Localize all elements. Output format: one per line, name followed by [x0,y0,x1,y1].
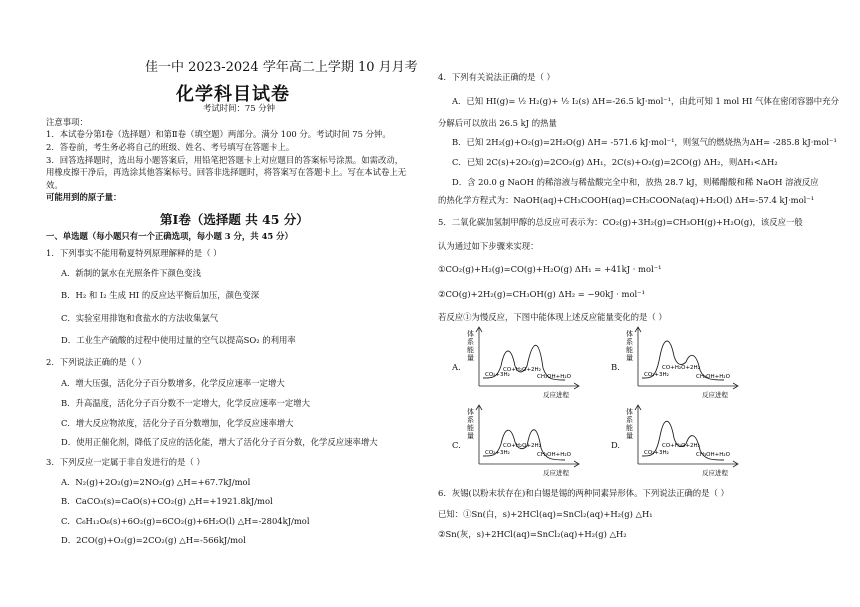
q5-stem-cont: 认为通过如下步骤来实现： [438,241,539,251]
y-axis-label-char: 系 [467,338,474,346]
section1-title: 第Ⅰ卷（选择题 共 45 分） [160,212,309,227]
q5-option-b: B. [611,362,620,372]
q4-option-d: D．含 20.0 g NaOH 的稀溶液与稀盐酸完全中和，放热 28.7 kJ，则稀醋酸和稀 NaOH 溶液反应 [452,177,819,187]
y-axis-label-char: 体 [467,408,474,416]
q1-option-d: D．工业生产硫酸的过程中使用过量的空气以提高SO₂ 的利用率 [61,335,296,345]
part1-title: 一、单选题（每小题只有一个正确选项，每小题 3 分，共 45 分） [46,231,293,241]
y-axis-label-char: 能 [626,424,633,432]
q4-option-d-cont: 的热化学方程式为：NaOH(aq)+CH₃COOH(aq)=CH₃COONa(aq)+H₂O(l) ΔH=-57.4 kJ·mol⁻¹ [438,195,815,205]
label-products: CH₃OH+H₂O [696,374,730,380]
label-reactants: CO₂+3H₂ [485,450,510,456]
note-line: 2．答卷前，考生务必将自己的班级、姓名、考号填写在答题卡上。 [46,142,295,152]
q5-stem: 5．二氧化碳加氢制甲醇的总反应可表示为：CO₂(g)+3H₂(g)=CH₃OH(g)+H₂O(g)，该反应一般 [438,217,803,227]
q1-option-c: C．实验室用排饱和食盐水的方法收集氯气 [61,313,219,323]
q2-option-b: B．升高温度，活化分子百分数不一定增大，化学反应速率一定增大 [61,398,311,408]
y-axis-label-char: 能 [467,424,474,432]
q6-given-1: 已知：①Sn(白，s)+2HCl(aq)=SnCl₂(aq)+H₂(g) △H₁ [438,509,653,519]
y-axis-label-char: 量 [467,432,474,440]
q3-option-c: C．C₆H₁₂O₆(s)+6O₂(g)=6CO₂(g)+6H₂O(l) △H=-2804kJ/mol [61,516,310,526]
q5-option-d: D. [611,440,621,450]
x-axis-label: 反应进程 [543,469,569,477]
q4-option-a: A．已知 HI(g)= ½ H₂(g)+ ½ I₂(s) ΔH=-26.5 kJ·mol⁻¹，由此可知 1 mol HI 气体在密闭容器中充分 [452,96,839,106]
energy-diagram-a-svg [465,326,585,400]
note-line: 1．本试卷分第Ⅰ卷（选择题）和第Ⅱ卷（填空题）两部分。满分 100 分。考试时间 75 分钟。 [46,129,391,139]
q5-option-a: A. [452,362,461,372]
q4-option-b: B．已知 2H₂(g)+O₂(g)=2H₂O(g) ΔH= -571.6 kJ·mol⁻¹，则氢气的燃烧热为ΔH= -285.8 kJ·mol⁻¹ [452,137,837,147]
notes-heading: 注意事项： [46,117,88,127]
y-axis-label-char: 量 [626,432,633,440]
x-axis-label: 反应进程 [702,469,728,477]
label-products: CH₃OH+H₂O [537,452,571,458]
q3-option-d: D．2CO(g)+O₂(g)=2CO₂(g) △H=-566kJ/mol [61,535,246,545]
exam-title: 佳一中 2023-2024 学年高二上学期 10 月月考 [145,60,418,75]
x-axis-label: 反应进程 [543,391,569,399]
note-line: 效。 [46,180,63,190]
label-intermediate: CO+H₂O+2H₂ [662,365,700,371]
q6-given-2: ②Sn(灰，s)+2HCl(aq)=SnCl₂(aq)+H₂(g) △H₂ [438,529,627,539]
label-reactants: CO₂+3H₂ [644,450,669,456]
q6-stem: 6．灰锡(以粉末状存在)和白锡是锡的两种同素异形体。下列说法正确的是（ ） [438,488,729,498]
label-reactants: CO₂+3H₂ [485,372,510,378]
note-line: 3．回答选择题时，选出每小题答案后，用铅笔把答题卡上对应题目的答案标号涂黑。如需改动， [46,155,404,165]
y-axis-label-char: 体 [467,330,474,338]
q3-stem: 3．下列反应一定属于非自发进行的是（ ） [46,457,205,467]
label-intermediate: CO+H₂O+2H₂ [662,443,700,449]
energy-diagram-c [465,404,585,478]
q5-step1: ①CO₂(g)+H₂(g)=CO(g)+H₂O(g) ΔH₁ = +41kJ · mol⁻¹ [438,264,662,274]
label-intermediate: CO+H₂O+2H₂ [503,367,541,373]
q5-step2: ②CO(g)+2H₂(g)=CH₃OH(g) ΔH₂ = −90kJ · mol⁻¹ [438,289,645,299]
note-line: 用橡皮擦干净后，再选涂其他答案标号。回答非选择题时，将答案写在答题卡上。写在本试卷上无 [46,167,407,177]
y-axis-label-char: 体 [626,408,633,416]
y-axis-label-char: 系 [626,338,633,346]
label-reactants: CO₂+3H₂ [644,372,669,378]
q4-stem: 4．下列有关说法正确的是（ ） [438,72,555,82]
q3-option-b: B．CaCO₃(s)=CaO(s)+CO₂(g) △H=+1921.8kJ/mol [61,496,273,506]
q5-option-c: C. [452,440,461,450]
energy-diagram-c-svg [465,404,585,478]
q4-option-a-cont: 分解后可以放出 26.5 kJ 的热量 [438,118,557,128]
q2-option-a: A．增大压强，活化分子百分数增多，化学反应速率一定增大 [61,378,285,388]
q2-option-d: D．使用正催化剂，降低了反应的活化能，增大了活化分子百分数，化学反应速率增大 [61,437,378,447]
q3-option-a: A．N₂(g)+2O₂(g)=2NO₂(g) △H=+67.7kJ/mol [61,477,251,487]
y-axis-label-char: 量 [467,354,474,362]
y-axis-label-char: 体 [626,330,633,338]
x-axis-label: 反应进程 [702,391,728,399]
label-products: CH₃OH+H₂O [537,374,571,380]
y-axis-label-char: 系 [626,416,633,424]
energy-diagram-d [624,404,744,478]
exam-duration: 考试时间：75 分钟 [203,103,275,113]
q2-option-c: C．增大反应物浓度，活化分子百分数增加，化学反应速率增大 [61,418,294,428]
energy-diagram-d-svg [624,404,744,478]
q2-stem: 2．下列说法正确的是（ ） [46,357,147,367]
q1-stem: 1．下列事实不能用勒夏特列原理解释的是（ ） [46,248,222,258]
y-axis-label-char: 量 [626,354,633,362]
q4-option-c: C．已知 2C(s)+2O₂(g)=2CO₂(g) ΔH₁，2C(s)+O₂(g)=2CO(g) ΔH₂，则ΔH₁<ΔH₂ [452,157,778,167]
label-intermediate: CO+H₂O+2H₂ [503,443,541,449]
y-axis-label-char: 系 [467,416,474,424]
subject-title: 化学科目试卷 [176,84,290,105]
energy-diagram-b-svg [624,326,744,400]
energy-diagram-a [465,326,585,400]
energy-diagram-b [624,326,744,400]
q1-option-a: A．新制的氯水在光照条件下颜色变浅 [61,268,202,278]
atomic-masses-label: 可能用到的原子量： [46,192,122,202]
q1-option-b: B．H₂ 和 I₂ 生成 HI 的反应达平衡后加压，颜色变深 [61,290,260,300]
y-axis-label-char: 能 [626,346,633,354]
q5-question: 若反应①为慢反应，下图中能体现上述反应能量变化的是（ ） [438,312,667,322]
y-axis-label-char: 能 [467,346,474,354]
label-products: CH₃OH+H₂O [696,452,730,458]
